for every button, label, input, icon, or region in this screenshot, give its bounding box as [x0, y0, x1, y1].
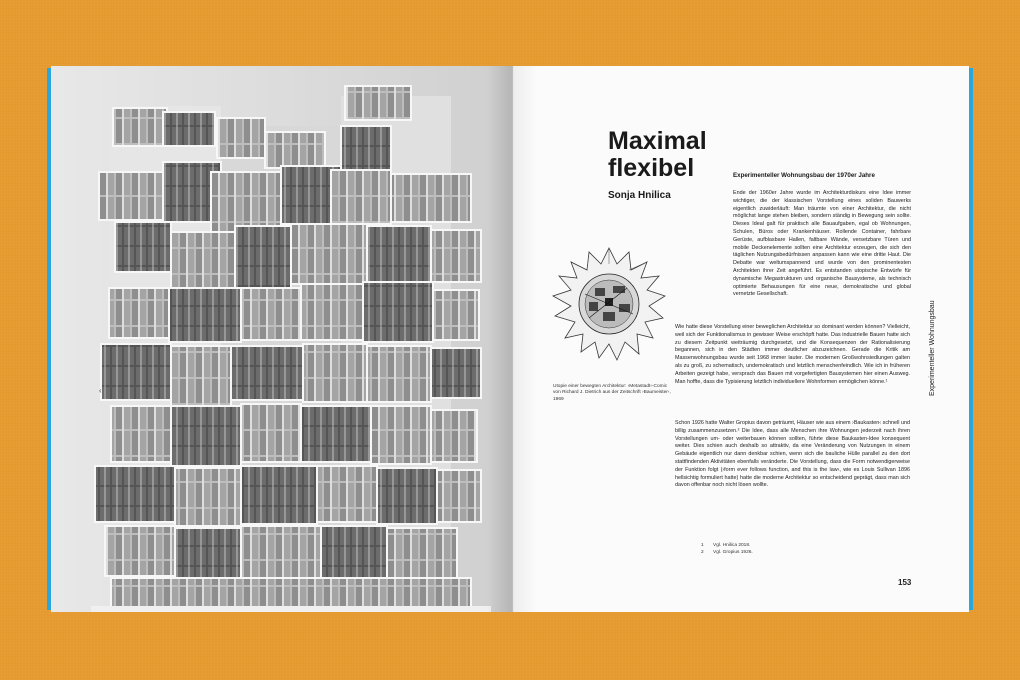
running-head-vertical: Experimenteller Wohnungsbau — [929, 300, 936, 396]
footnote-2-number: 2 — [701, 550, 704, 555]
illustration-caption: Utopie einer bewegten Architektur: ›Metastadt‹-Comic von Richard J. Dietrich aus der Zeitschrift ›Baumeister‹, 1969 — [553, 384, 671, 402]
open-book — [47, 66, 973, 612]
article-author: Sonja Hnilica — [608, 190, 671, 201]
footnote-2 — [701, 549, 753, 556]
article-title: Maximal flexibel — [608, 127, 707, 182]
metastadt-comic-illustration — [551, 246, 667, 362]
paragraph-2: Wie hatte diese Vorstellung einer beweglichen Architektur so dominant werden können? Vielleicht, weil sich der Funktionalismus in gewisser Weise erschöpft hatte. Das industrielle Bauen hatte sich zu diesem Zeitpunkt weiträumig durchgesetzt, und die Konsequenzen der Rationalisierung begannen, sich in den Städten immer deutlicher abzuzeichnen. Gerade die Kritik am Massenwohnungsbau wurde seit 1968 immer lauter. Die modernen Großwohnsiedlungen galten als zu groß, zu schematisch, undemokratisch und letztlich menschenfeindlich. Wie ich in früheren Arbeiten gezeigt habe, versprach das Bauen mit vorgefertigten Bausystemen hier einen Ausweg. Man hoffte, dass die Typisierung letztlich individuellere Wohnformen ermöglichen könne.¹ — [675, 324, 910, 385]
book-spine-edge-right — [969, 68, 973, 610]
paragraph-3-block — [675, 420, 910, 490]
paragraph-1: Ende der 1960er Jahre wurde im Architekturdiskurs eine Idee immer wichtiger, die der klassischen Vorstellung eines soliden Bauwerks eigentlich zuwiderläuft: Man träumte von einer Architektur, die nicht möglichst lange stehen bleiben, sondern ständig in Bewegung sein sollte. Dieses Ideal galt für praktisch alle Bauaufgaben, egal ob Wohnungen, Schulen, Büros oder Krankenhäuser. Rollende Container, fahrbare Gerüste, aufblasbare Hallen, faltbare Wände, versetzbare Türen und mobile Deckenelemente sollten eine Architektur erzeugen, die sich den täglichen Nutzungsbedürfnissen anpassen kann wie eine dritte Haut. Die Debatte war weltumspannend und wurde von den prominentesten Architekten ihrer Zeit angeführt. Es entstanden utopische Entwürfe für dynamische Megastrukturen und organische Bausysteme, als technisch optimierte Behausungen für eine neue, demokratische und global vernetzte Gesellschaft. — [733, 190, 911, 298]
footnote-2-text: Vgl. Gropius 1926. — [713, 550, 753, 555]
page-number: 153 — [898, 578, 912, 587]
paragraph-1-block — [733, 190, 911, 299]
footnotes — [701, 542, 753, 556]
footnote-1-text: Vgl. Hnilica 2018. — [713, 543, 751, 548]
model-tower — [91, 86, 491, 612]
architecture-model-photo — [51, 66, 513, 612]
footnote-1-number: 1 — [701, 543, 704, 548]
left-page-photo — [51, 66, 513, 612]
footnote-1 — [701, 542, 753, 549]
right-page-text — [513, 66, 969, 612]
paragraph-3: Schon 1926 hatte Walter Gropius davon geträumt, Häuser wie aus einem ›Baukasten‹ schnell und billig zusammenzusetzen.² Die Idee, dass alle Menschen ihre Wohnungen jederzeit nach ihren Vorstellungen um- oder weiterbauen können sollten, führte diese Baukasten-Idee konsequent weiter. Dies schien auch deshalb so attraktiv, da eine Veränderung von Nutzungen in einem Gebäude eigentlich nur dann denkbar schien, wenn sich die bauliche Hülle parallel zu den dort stattfindenden Aktivitäten ebenfalls veränderte. Die Vorstellung, dass die Form notwendigerweise der Funktion folgt (›form ever follows function, and this is the law‹, wie es Louis Sullivan 1896 hellsichtig formuliert hatte) hatte die moderne Architektur so entscheidend geprägt, dass man sich davon offenbar noch nicht lösen wollte. — [675, 420, 910, 489]
paragraph-2-block — [675, 324, 910, 386]
article-subtitle: Experimenteller Wohnungsbau der 1970er Jahre — [733, 172, 875, 179]
previous-page-marker: ‹ — [99, 386, 102, 395]
